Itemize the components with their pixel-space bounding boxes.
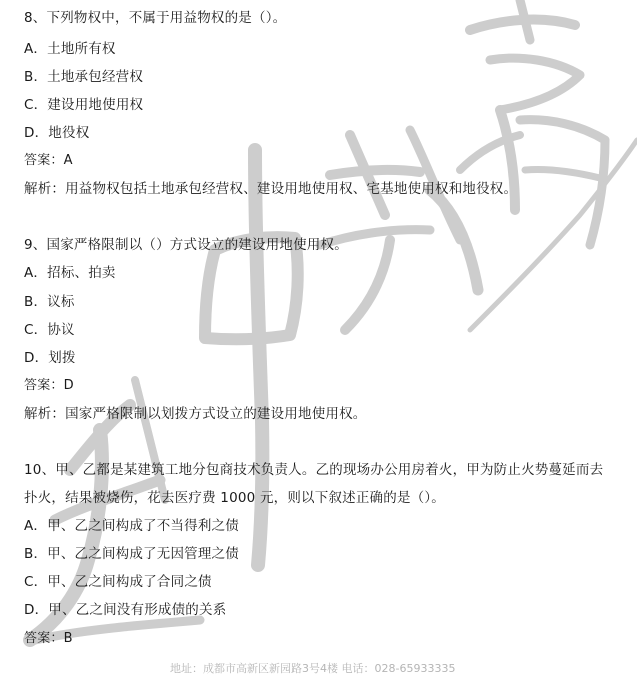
question-9-stem: 9、国家严格限制以（）方式设立的建设用地使用权。 [24, 237, 348, 253]
page-footer: 地址：成都市高新区新园路3号4楼 电话：028-65933335 [170, 662, 456, 675]
question-8-stem: 8、下列物权中，不属于用益物权的是（）。 [24, 10, 287, 26]
question-10-answer: 答案：B [24, 631, 73, 646]
question-9-option-c: C．协议 [24, 322, 75, 338]
question-10-option-a: A．甲、乙之间构成了不当得利之债 [24, 518, 239, 534]
question-9-option-b: B．议标 [24, 294, 75, 310]
question-8-answer: 答案：A [24, 153, 73, 168]
question-10-option-c: C．甲、乙之间构成了合同之债 [24, 574, 212, 590]
question-10-option-b: B．甲、乙之间构成了无因管理之债 [24, 546, 239, 562]
question-9-analysis: 解析：国家严格限制以划拨方式设立的建设用地使用权。 [24, 406, 367, 422]
question-9-answer: 答案：D [24, 378, 74, 393]
question-9-option-d: D．划拨 [24, 350, 76, 366]
question-8-option-a: A．土地所有权 [24, 41, 116, 57]
question-8-analysis: 解析：用益物权包括土地承包经营权、建设用地使用权、宅基地使用权和地役权。 [24, 181, 518, 197]
question-9-option-a: A．招标、拍卖 [24, 265, 116, 281]
question-10-stem-line-1: 10、甲、乙都是某建筑工地分包商技术负责人。乙的现场办公用房着火，甲为防止火势蔓延而去 [24, 462, 604, 478]
question-10-stem-line-2: 扑火，结果被烧伤，花去医疗费 1000 元，则以下叙述正确的是（）。 [24, 490, 445, 506]
question-8-option-c: C．建设用地使用权 [24, 97, 144, 113]
question-8-option-d: D．地役权 [24, 125, 90, 141]
question-8-option-b: B．土地承包经营权 [24, 69, 144, 85]
question-10-option-d: D．甲、乙之间没有形成债的关系 [24, 602, 227, 618]
